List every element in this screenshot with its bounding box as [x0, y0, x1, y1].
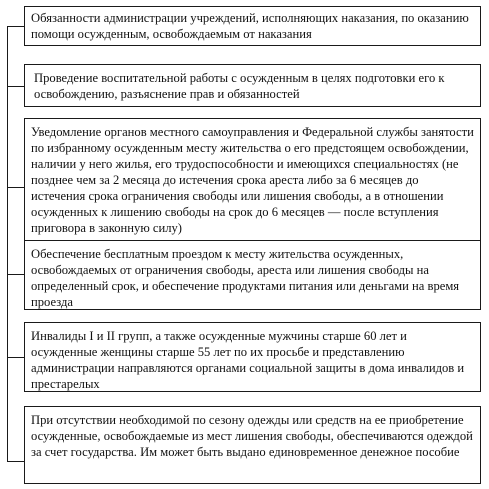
box-disabled	[24, 322, 481, 392]
connector-4	[7, 274, 24, 275]
box-travel-text: Обеспечение бесплатным проездом к месту жительства осужденных, освобождаемых от ограничения свободы, ареста или лишения свободы на определенный срок, и обеспечение продуктами питания или деньгами на время проезда	[31, 247, 460, 309]
box-education	[24, 64, 481, 107]
connector-3	[7, 187, 24, 188]
connector-6	[7, 461, 24, 462]
tree-spine	[7, 26, 8, 461]
box-education-text: Проведение воспитательной работы с осужденным в целях подготовки его к освобождению, разъяснение прав и обязанностей	[34, 71, 445, 101]
box-disabled-text: Инвалиды I и II групп, а также осужденные мужчины старше 60 лет и осужденные женщины старше 55 лет по их просьбе и представлению администрации направляются органами социальной защиты в дома инвалидов и престарелых	[31, 329, 465, 391]
box-travel	[24, 240, 481, 310]
box-clothing-text: При отсутствии необходимой по сезону одежды или средств на ее приобретение осужденные, освобождаемые из мест лишения свободы, обеспечиваются одеждой за счет государства. Им может быть выдано единовременное денежное пособие	[31, 413, 473, 459]
box-header-text: Обязанности администрации учреждений, исполняющих наказания, по оказанию помощи осужденным, освобождаемым от наказания	[31, 11, 469, 41]
connector-5	[7, 357, 24, 358]
connector-1	[7, 26, 24, 27]
connector-2	[7, 86, 24, 87]
box-notification-text: Уведомление органов местного самоуправления и Федеральной службы занятости по избранному осужденным месту жительства о его предстоящем освобождении, наличии у него жилья, его трудоспособности и имеющихся специальностях (не позднее чем за 2 месяца до истечения срока ареста либо за 6 месяцев до истечения срока ограничения свободы или лишения свободы, а в отношении осужденных к лишению свободы на срок до 6 месяцев — после вступления приговора в законную силу)	[31, 125, 474, 235]
box-header	[24, 6, 481, 46]
box-clothing	[24, 406, 481, 484]
box-notification	[24, 118, 481, 256]
